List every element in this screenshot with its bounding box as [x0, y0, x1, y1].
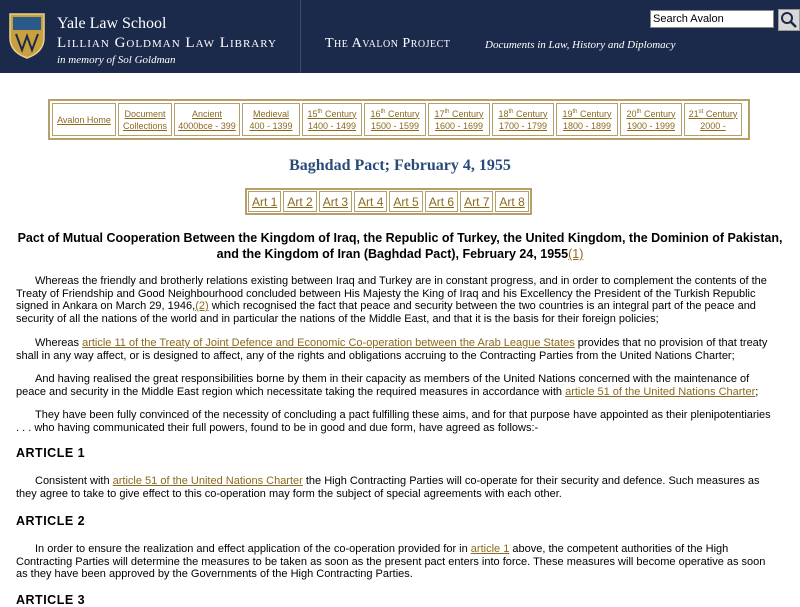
magnifier-icon [779, 10, 799, 30]
arab-league-article-11-link[interactable]: article 11 of the Treaty of Joint Defence and Economic Co-operation between the Arab League States [82, 337, 575, 349]
article-3-heading: ARTICLE 3 [16, 593, 86, 607]
art-link-7[interactable]: Art 7 [460, 191, 493, 212]
un-charter-article-51-link[interactable]: article 51 of the United Nations Charter [565, 385, 756, 398]
main-title: Pact of Mutual Cooperation Between the Kingdom of Iraq, the Republic of Turkey, the United Kingdom, the Dominion of Pakistan, and the Kingdom of Iran (Baghdad Pact), February 24, 1955(1) [17, 231, 783, 261]
preamble-paragraph-2: Whereas article 11 of the Treaty of Joint Defence and Economic Co-operation between the Arab League States provides that no provision of that treaty shall in any way affect, or is designed to affect, any of the rights and obligations accruing to the Contracting Parties from the United Nations Charter; [16, 337, 768, 362]
site-header [0, 0, 800, 73]
nav-16th-century[interactable]: 16th Century 1500 - 1599 [364, 103, 426, 136]
project-subtitle: Documents in Law, History and Diplomacy [485, 39, 676, 51]
article-1-un-charter-link[interactable]: article 51 of the United Nations Charter [112, 475, 303, 487]
nav-ancient[interactable]: Ancient 4000bce - 399 [174, 103, 240, 136]
article-navigation [245, 188, 532, 215]
article-2-heading: ARTICLE 2 [16, 514, 86, 528]
nav-medieval[interactable]: Medieval 400 - 1399 [242, 103, 300, 136]
footnote-link-2[interactable]: (2) [195, 300, 209, 312]
project-title[interactable]: The Avalon Project [325, 36, 451, 51]
nav-15th-century[interactable]: 15th Century 1400 - 1499 [302, 103, 362, 136]
search-input[interactable]: Search Avalon [650, 10, 774, 28]
nav-avalon-home[interactable]: Avalon Home [52, 103, 116, 136]
search-button[interactable] [778, 9, 800, 31]
article-2-text: In order to ensure the realization and effect application of the co-operation provided for in article 1 above, the competent authorities of the High Contracting Parties will determine the measures to be taken as soon as the present pact enters into force. These measures will become operative as soon as they have been approved by the Governments of the High Contracting Parties. [16, 543, 766, 580]
nav-18th-century[interactable]: 18th Century 1700 - 1799 [492, 103, 554, 136]
art-link-6[interactable]: Art 6 [425, 191, 458, 212]
document-title: Baghdad Pact; February 4, 1955 [289, 157, 511, 174]
school-name[interactable]: Yale Law School [57, 15, 167, 32]
memory-note: in memory of Sol Goldman [57, 54, 176, 66]
header-divider [300, 0, 301, 73]
art-link-4[interactable]: Art 4 [354, 191, 387, 212]
footnote-link-1[interactable]: (1) [568, 247, 584, 261]
art-link-5[interactable]: Art 5 [389, 191, 422, 212]
yale-shield-icon[interactable] [8, 12, 46, 60]
nav-17th-century[interactable]: 17th Century 1600 - 1699 [428, 103, 490, 136]
preamble-paragraph-3: And having realised the great responsibilities borne by them in their capacity as members of the United Nations concerned with the maintenance of peace and security in the Middle East region which necessitate taking the required measures in accordance with article 51 of the United Nations Charter; [16, 373, 759, 398]
preamble-paragraph-1: Whereas the friendly and brotherly relations existing between Iraq and Turkey are in constant progress, and in order to complement the contents of the Treaty of Friendship and Good Neighbourhood concluded between His Majesty the King of Iraq and his Excellency the President of the Turkish Republic signed in Ankara on March 29, 1946,(2) which recognised the fact that peace and security between the two countries is an integral part of the peace and security of all the nations of the world and in particular the nations of the Middle East, and that it is the basis for their foreign policies; [16, 275, 767, 325]
nav-20th-century[interactable]: 20th Century 1900 - 1999 [620, 103, 682, 136]
art-link-1[interactable]: Art 1 [248, 191, 281, 212]
art-link-3[interactable]: Art 3 [319, 191, 352, 212]
art-link-8[interactable]: Art 8 [495, 191, 528, 212]
era-navigation [48, 99, 750, 140]
article-1-link[interactable]: article 1 [470, 543, 510, 555]
article-1-text: Consistent with article 51 of the United Nations Charter the High Contracting Parties will co-operate for their security and defence. Such measures as they agree to take to give effect to this co-operation may form the subject of special agreements with each other. [16, 475, 760, 500]
preamble-paragraph-4: They have been fully convinced of the necessity of concluding a pact fulfilling these aims, and for that purpose have appointed as their plenipotentiaries . . . who having communicated their full powers, found to be in good and due form, have agreed as follows:- [16, 409, 771, 434]
library-name[interactable]: Lillian Goldman Law Library [57, 35, 277, 51]
article-1-heading: ARTICLE 1 [16, 446, 86, 460]
nav-document-collections[interactable]: Document Collections [118, 103, 172, 136]
nav-19th-century[interactable]: 19th Century 1800 - 1899 [556, 103, 618, 136]
art-link-2[interactable]: Art 2 [283, 191, 316, 212]
nav-21st-century[interactable]: 21st Century 2000 - [684, 103, 742, 136]
